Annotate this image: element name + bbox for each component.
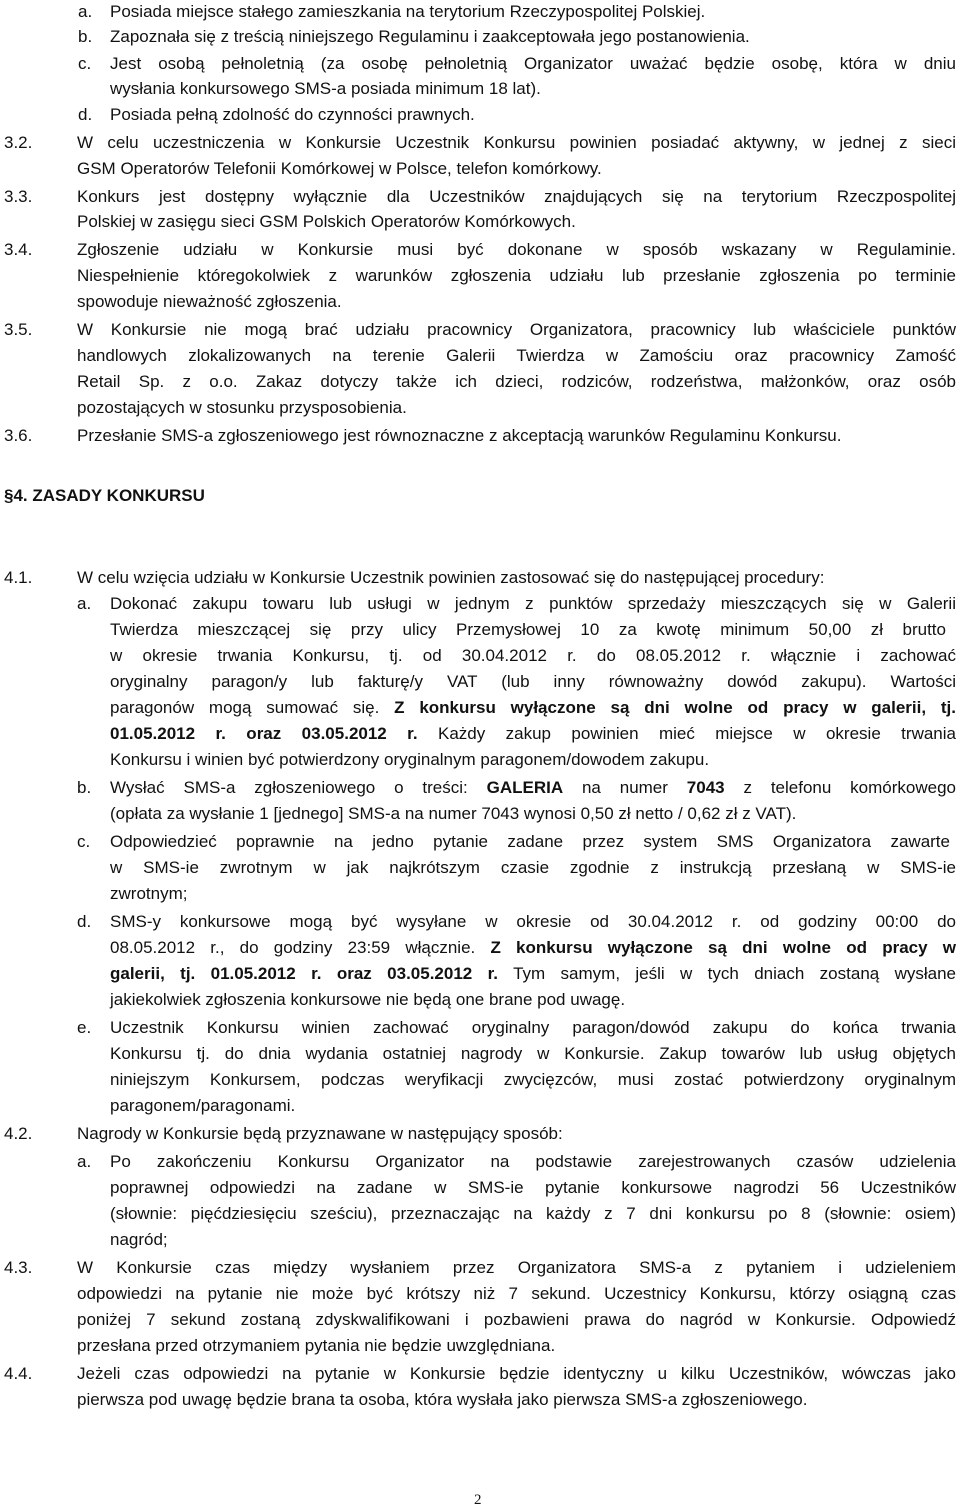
list-item-text: poprawnej odpowiedzi na zadane w SMS-ie pytanie konkursowe nagrodzi 56 Uczestników	[110, 1178, 956, 1197]
list-label: a.	[78, 2, 93, 21]
bold-text-run: Z konkursu wyłączone są dni wolne od pracy w galerii, tj.	[394, 698, 956, 717]
bold-text-run: 7043	[686, 778, 725, 797]
list-item-text: paragonem/paragonami.	[110, 1096, 296, 1115]
text-run: paragonów mogą sumować się.	[110, 698, 395, 717]
paragraph-text: Retail Sp. z o.o. Zakaz dotyczy także ich dzieci, rodziców, rodzeństwa, małżonków, oraz osób	[77, 372, 956, 391]
list-item-text: Odpowiedzieć poprawnie na jedno pytanie zadane przez system SMS Organizatora zawarte	[110, 832, 950, 851]
list-label: e.	[77, 1018, 92, 1037]
list-item-text: oryginalny paragon/y lub fakturę/y VAT (lub inny równoważny dowód zakupu). Wartości	[110, 672, 956, 691]
paragraph-number: 4.1.	[4, 568, 33, 587]
paragraph-number: 3.4.	[4, 240, 33, 259]
list-item-text: zwrotnym;	[110, 884, 188, 903]
list-item-text	[110, 776, 956, 800]
paragraph-text: Jeżeli czas odpowiedzi na pytanie w Konkursie będzie identyczny u kilku Uczestników, wówczas jako	[77, 1364, 956, 1383]
list-item-text: Po zakończeniu Konkursu Organizator na podstawie zarejestrowanych czasów udzielenia	[110, 1152, 956, 1171]
text-run: Wysłać SMS-a zgłoszeniowego o treści:	[110, 778, 487, 797]
paragraph-text: W celu wzięcia udziału w Konkursie Uczestnik powinien zastosować się do następującej procedury:	[77, 568, 825, 587]
list-item-text: jakiekolwiek zgłoszenia konkursowe nie będą one brane pod uwagę.	[110, 990, 626, 1009]
paragraph-text: W Konkursie nie mogą brać udziału pracownicy Organizatora, pracownicy lub właściciele punktów	[77, 320, 956, 339]
list-label: d.	[77, 912, 92, 931]
paragraph-text: Polskiej w zasięgu sieci GSM Polskich Operatorów Komórkowych.	[77, 212, 576, 231]
text-run: z telefonu komórkowego	[724, 778, 957, 797]
list-item-text: Uczestnik Konkursu winien zachować oryginalny paragon/dowód zakupu do końca trwania	[110, 1018, 956, 1037]
list-item-text: wysłania konkursowego SMS-a posiada minimum 18 lat).	[110, 79, 541, 98]
list-item-text: w SMS-ie zwrotnym w jak najkrótszym czasie zgodnie z instrukcją przesłaną w SMS-ie	[110, 858, 956, 877]
paragraph-number: 4.2.	[4, 1124, 33, 1143]
list-item-text: Posiada pełną zdolność do czynności prawnych.	[110, 105, 475, 124]
list-item-text	[110, 696, 956, 720]
paragraph-text: przesłana przed otrzymaniem pytania nie będzie uwzględniana.	[77, 1336, 556, 1355]
list-item-text: w okresie trwania Konkursu, tj. od 30.04.2012 r. do 08.05.2012 r. włącznie i zachować	[110, 646, 956, 665]
list-label: a.	[77, 1152, 92, 1171]
text-run: 08.05.2012 r., do godziny 23:59 włącznie.	[110, 938, 491, 957]
paragraph-text: spowoduje nieważność zgłoszenia.	[77, 292, 342, 311]
paragraph-text: handlowych zlokalizowanych na terenie Galerii Twierdza w Zamościu oraz pracownicy Zamość	[77, 346, 956, 365]
paragraph-text: Zgłoszenie udziału w Konkursie musi być dokonane w sposób wskazany w Regulaminie.	[77, 240, 956, 259]
text-run: Tym samym, jeśli w tych dniach zostaną wysłane	[498, 964, 957, 983]
list-item-text: Dokonać zakupu towaru lub usługi w jednym z punktów sprzedaży mieszczących się w Galerii	[110, 594, 956, 613]
paragraph-number: 3.2.	[4, 133, 33, 152]
list-item-text: Twierdza mieszczącej się przy ulicy Przemysłowej 10 za kwotę minimum 50,00 zł brutto	[110, 620, 946, 639]
paragraph-text: pierwsza pod uwagę będzie brana ta osoba, która wysłała jako pierwsza SMS-a zgłoszeniowego.	[77, 1390, 808, 1409]
list-item-text: nagród;	[110, 1230, 168, 1249]
section-heading: §4. ZASADY KONKURSU	[4, 486, 205, 505]
list-label: b.	[78, 27, 93, 46]
text-run: na numer	[563, 778, 687, 797]
list-item-text: Konkursu tj. do dnia wydania ostatniej nagrody w Konkursie. Zakup towarów lub usług objętych	[110, 1044, 956, 1063]
list-item-text	[110, 936, 956, 960]
bold-text-run: galerii, tj. 01.05.2012 r. oraz 03.05.2012 r.	[110, 964, 499, 983]
list-label: c.	[78, 54, 92, 73]
list-item-text: (opłata za wysłanie 1 [jednego] SMS-a na numer 7043 wynosi 0,50 zł netto / 0,62 zł z VAT).	[110, 804, 797, 823]
paragraph-text: Niespełnienie któregokolwiek z warunków zgłoszenia udziału lub przesłanie zgłoszenia po terminie	[77, 266, 956, 285]
list-label: c.	[77, 832, 91, 851]
paragraph-number: 3.3.	[4, 187, 33, 206]
list-item-text: Jest osobą pełnoletnią (za osobę pełnoletnią Organizator uważać będzie osobę, która w dniu	[110, 54, 956, 73]
list-item-text: niniejszym Konkursem, podczas weryfikacji zwycięzców, musi zostać potwierdzony oryginalnym	[110, 1070, 956, 1089]
list-label: d.	[78, 105, 93, 124]
list-item-text	[110, 722, 956, 746]
list-label: a.	[77, 594, 92, 613]
paragraph-number: 4.4.	[4, 1364, 33, 1383]
paragraph-text: Konkurs jest dostępny wyłącznie dla Uczestników znajdujących się na terytorium Rzeczpospolitej	[77, 187, 956, 206]
bold-text-run: Z konkursu wyłączone są dni wolne od pracy w	[490, 938, 956, 957]
list-item-text: (słownie: pięćdziesięciu sześciu), przeznaczając na każdy z 7 dni konkursu po 8 (słownie: osiem)	[110, 1204, 956, 1223]
paragraph-text: odpowiedzi na pytanie nie może być krótszy niż 7 sekund. Uczestnicy Konkursu, którzy osiągną czas	[77, 1284, 956, 1303]
paragraph-number: 3.5.	[4, 320, 33, 339]
paragraph-text: poniżej 7 sekund zostaną zdyskwalifikowani i pozbawieni prawa do nagród w Konkursie. Odpowiedź	[77, 1310, 956, 1329]
paragraph-text: W Konkursie czas między wysłaniem przez Organizatora SMS-a z pytaniem i udzieleniem	[77, 1258, 956, 1277]
list-item-text: SMS-y konkursowe mogą być wysyłane w okresie od 30.04.2012 r. od godziny 00:00 do	[110, 912, 956, 931]
paragraph-text: W celu uczestniczenia w Konkursie Uczestnik Konkursu powinien posiadać aktywny, w jednej z sieci	[77, 133, 956, 152]
list-item-text: Posiada miejsce stałego zamieszkania na terytorium Rzeczypospolitej Polskiej.	[110, 2, 706, 21]
list-label: b.	[77, 778, 92, 797]
paragraph-text: pozostających w stosunku przysposobienia.	[77, 398, 407, 417]
list-item-text	[110, 962, 956, 986]
paragraph-text: Nagrody w Konkursie będą przyznawane w następujący sposób:	[77, 1124, 563, 1143]
page-number: 2	[474, 1492, 482, 1508]
list-item-text: Konkursu i winien być potwierdzony oryginalnym paragonem/dowodem zakupu.	[110, 750, 710, 769]
list-item-text: Zapoznała się z treścią niniejszego Regulaminu i zaakceptowała jego postanowienia.	[110, 27, 750, 46]
paragraph-text: Przesłanie SMS-a zgłoszeniowego jest równoznaczne z akceptacją warunków Regulaminu Konkursu.	[77, 426, 842, 445]
paragraph-number: 4.3.	[4, 1258, 33, 1277]
paragraph-number: 3.6.	[4, 426, 33, 445]
paragraph-text: GSM Operatorów Telefonii Komórkowej w Polsce, telefon komórkowy.	[77, 159, 602, 178]
text-run: Każdy zakup powinien mieć miejsce w okresie trwania	[417, 724, 956, 743]
bold-text-run: 01.05.2012 r. oraz 03.05.2012 r.	[110, 724, 418, 743]
bold-text-run: GALERIA	[486, 778, 564, 797]
